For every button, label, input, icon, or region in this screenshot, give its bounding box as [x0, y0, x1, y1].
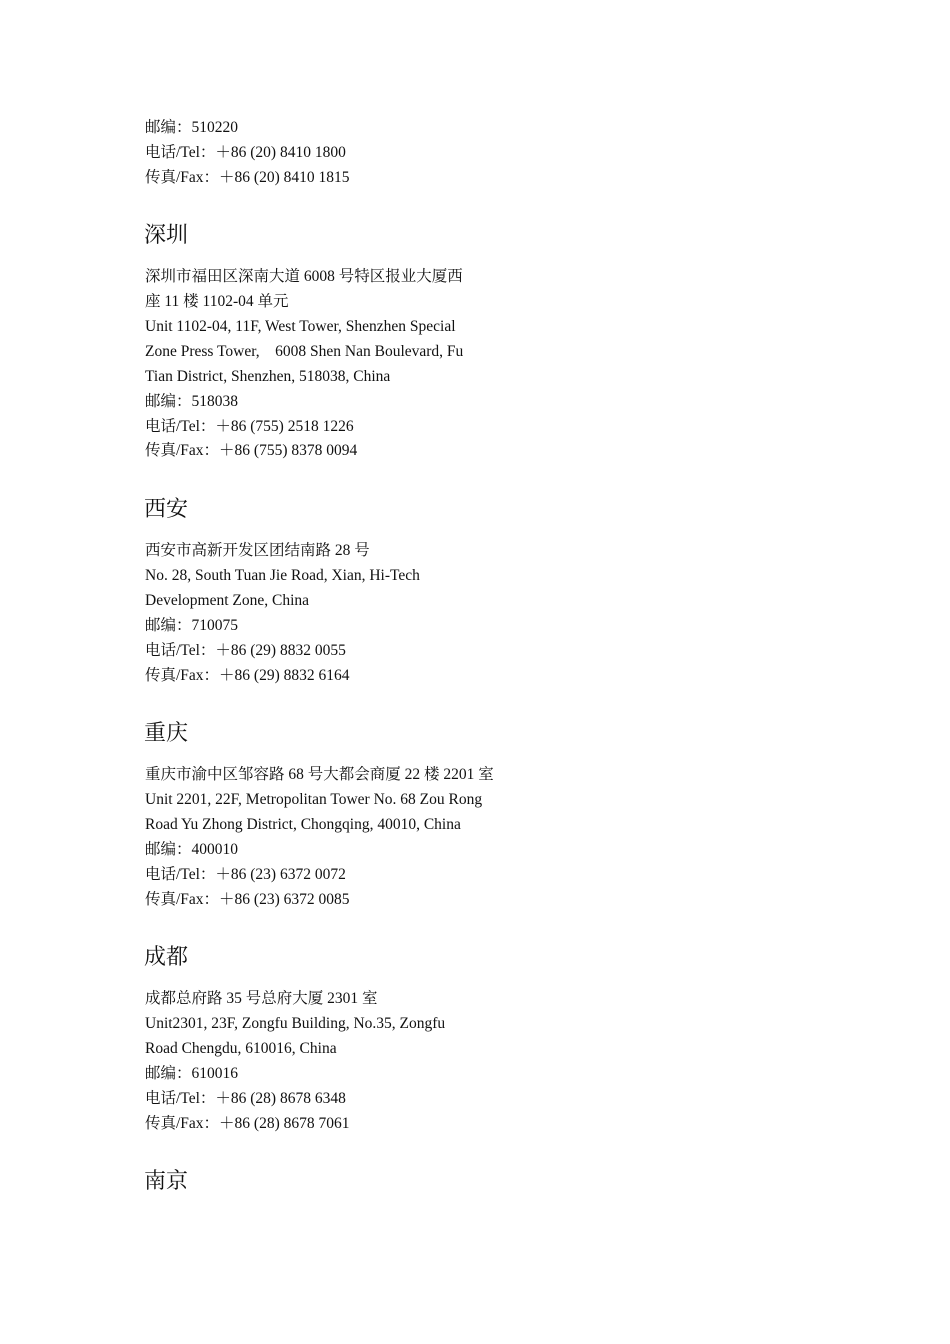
xian-address-en-2: Development Zone, China — [145, 592, 309, 609]
shenzhen-fax: 传真/Fax：＋86 (755) 8378 0094 — [145, 442, 358, 459]
shenzhen-address-en-3: Tian District, Shenzhen, 518038, China — [145, 368, 391, 385]
xian-heading: 西安 — [144, 496, 189, 521]
nanjing-heading: 南京 — [144, 1168, 189, 1193]
shenzhen-postcode: 邮编：518038 — [145, 393, 239, 410]
chengdu-postcode: 邮编：610016 — [145, 1065, 239, 1082]
chongqing-address-cn-1: 重庆市渝中区邹容路 68 号大都会商厦 22 楼 2201 室 — [145, 766, 494, 783]
chengdu-heading: 成都 — [144, 944, 189, 969]
chongqing-postcode: 邮编：400010 — [145, 841, 239, 858]
xian-address-cn-1: 西安市高新开发区团结南路 28 号 — [145, 542, 370, 559]
xian-fax: 传真/Fax：＋86 (29) 8832 6164 — [145, 667, 350, 684]
chengdu-tel: 电话/Tel：＋86 (28) 8678 6348 — [145, 1090, 346, 1107]
chongqing-heading: 重庆 — [144, 720, 189, 745]
chongqing-fax: 传真/Fax：＋86 (23) 6372 0085 — [145, 891, 350, 908]
shenzhen-heading: 深圳 — [144, 222, 189, 247]
chongqing-address-en-1: Unit 2201, 22F, Metropolitan Tower No. 68 Zou Rong — [145, 791, 483, 808]
shenzhen-address-cn-2: 座 11 楼 1102-04 单元 — [145, 293, 289, 310]
shenzhen-address-cn-1: 深圳市福田区深南大道 6008 号特区报业大厦西 — [145, 268, 463, 285]
chongqing-address-en-2: Road Yu Zhong District, Chongqing, 40010, China — [145, 816, 461, 833]
chengdu-address-en-2: Road Chengdu, 610016, China — [145, 1040, 337, 1057]
intro-tel: 电话/Tel：＋86 (20) 8410 1800 — [145, 144, 346, 161]
chengdu-address-en-1: Unit2301, 23F, Zongfu Building, No.35, Zongfu — [145, 1015, 446, 1032]
chengdu-fax: 传真/Fax：＋86 (28) 8678 7061 — [145, 1115, 350, 1132]
shenzhen-tel: 电话/Tel：＋86 (755) 2518 1226 — [145, 418, 354, 435]
intro-fax: 传真/Fax：＋86 (20) 8410 1815 — [145, 169, 350, 186]
xian-tel: 电话/Tel：＋86 (29) 8832 0055 — [145, 642, 346, 659]
shenzhen-address-en-2: Zone Press Tower, 6008 Shen Nan Boulevard, Fu — [145, 343, 464, 360]
chongqing-tel: 电话/Tel：＋86 (23) 6372 0072 — [145, 866, 346, 883]
shenzhen-address-en-1: Unit 1102-04, 11F, West Tower, Shenzhen Special — [145, 318, 456, 335]
xian-address-en-1: No. 28, South Tuan Jie Road, Xian, Hi-Tech — [145, 567, 420, 584]
intro-postcode: 邮编：510220 — [145, 119, 239, 136]
xian-postcode: 邮编：710075 — [145, 617, 239, 634]
chengdu-address-cn-1: 成都总府路 35 号总府大厦 2301 室 — [145, 990, 378, 1007]
